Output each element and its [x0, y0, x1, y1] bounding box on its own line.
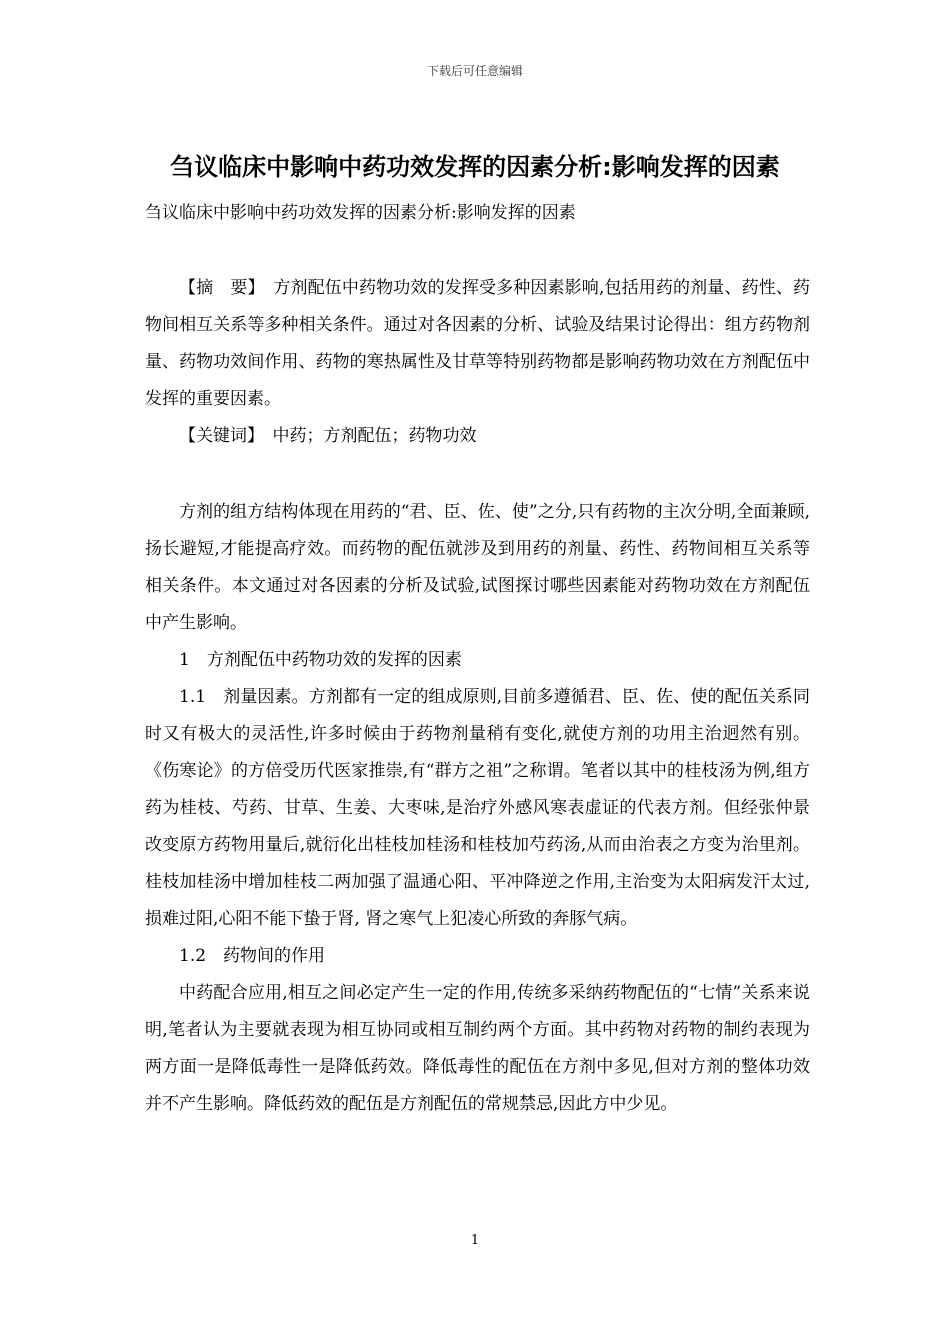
section-heading-1-2: 1.2 药物间的作用 — [179, 946, 326, 966]
section-1-2-paragraph: 中药配合应用,相互之间必定产生一定的作用,传统多采纳药物配伍的“七情”关系来说明,笔者认为主要就表现为相互协同或相互制约两个方面。其中药物对药物的制约表现为两方面一是降低毒性一是降低药效。降低毒性的配伍在方剂中多见,但对方剂的整体功效并不产生影响。降低药效的配伍是方剂配伍的常规禁忌,因此方中少见。 — [145, 983, 810, 1114]
section-1-1-paragraph: 1.1 剂量因素。方剂都有一定的组成原则,目前多遵循君、臣、佐、使的配伍关系同时又有极大的灵活性,许多时候由于药物剂量稍有变化,就使方剂的功用主治迥然有别。《伤寒论》的方倍受历代医家推崇,有“群方之祖”之称谓。笔者以其中的桂枝汤为例,组方药为桂枝、芍药、甘草、生姜、大枣味,是治疗外感风寒表虚证的代表方剂。但经张仲景改变原方药物用量后,就衍化出桂枝加桂汤和桂枝加芍药汤,从而由治表之方变为治里剂。桂枝加桂汤中增加桂枝二两加强了温通心阳、平冲降逆之作用,主治变为太阳病发汗太过,损难过阳,心阳不能下蛰于肾, 肾之寒气上犯凌心所致的奔豚气病。 — [145, 687, 810, 929]
abstract-section — [145, 270, 810, 455]
keywords-line: 【关键词】 中药；方剂配伍；药物功效 — [179, 426, 477, 446]
main-body — [145, 494, 810, 1123]
abstract-paragraph: 【摘 要】 方剂配伍中药物功效的发挥受多种因素影响,包括用药的剂量、药性、药物间相互关系等多种相关条件。通过对各因素的分析、试验及结果讨论得出：组方药物剂量、药物功效间作用、药物的寒热属性及甘草等特别药物都是影响药物功效在方剂配伍中发挥的重要因素。 — [145, 278, 810, 409]
section-heading-1: 1 方剂配伍中药物功效的发挥的因素 — [179, 650, 462, 670]
document-title: 刍议临床中影响中药功效发挥的因素分析:影响发挥的因素 — [170, 153, 780, 181]
intro-paragraph: 方剂的组方结构体现在用药的“君、臣、佐、使”之分,只有药物的主次分明,全面兼顾,扬长避短,才能提高疗效。而药物的配伍就涉及到用药的剂量、药性、药物间相互关系等相关条件。本文通过对各因素的分析及试验,试图探讨哪些因素能对药物功效在方剂配伍中产生影响。 — [145, 502, 810, 633]
header-note: 下载后可任意编辑 — [426, 64, 523, 78]
document-subtitle: 刍议临床中影响中药功效发挥的因素分析:影响发挥的因素 — [145, 203, 576, 223]
page-number: 1 — [470, 1233, 480, 1248]
